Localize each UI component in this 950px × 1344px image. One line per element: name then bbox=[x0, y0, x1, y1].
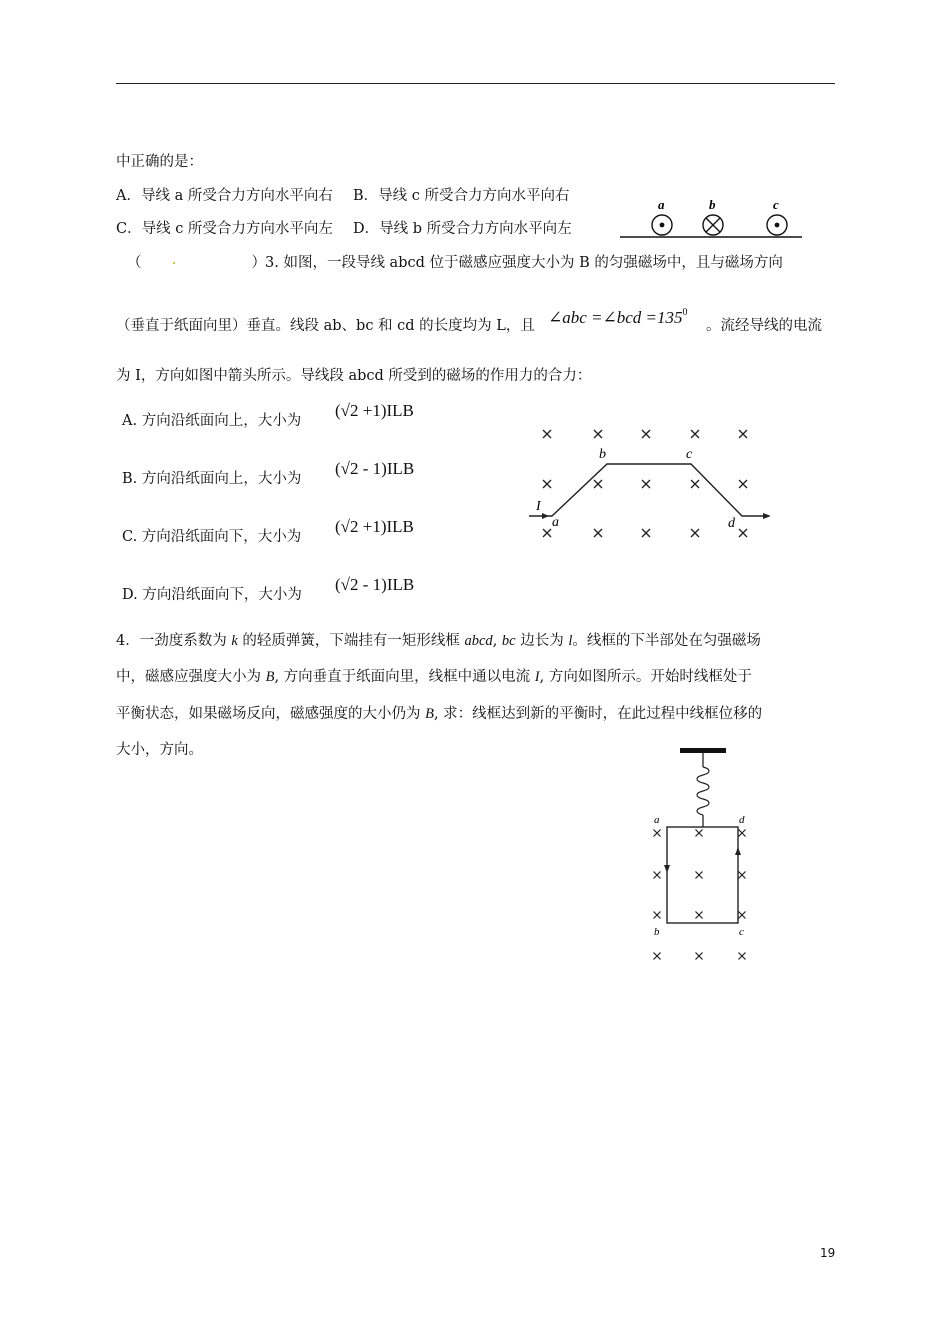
q2-intro: 中正确的是： bbox=[116, 154, 203, 170]
corner-a-label: a bbox=[654, 814, 660, 826]
wire-abcd bbox=[529, 464, 763, 516]
q3-option-c: C. 方向沿纸面向下，大小为 bbox=[122, 529, 302, 545]
q4-stem-line2: 中，磁感应强度大小为 B, 方向垂直于纸面向里，线框中通以电流 I, 方向如图所示。开始时线框处于 bbox=[116, 669, 752, 685]
q3-option-c-formula: (√2 +1)ILB bbox=[335, 517, 414, 536]
q4-stem-line3: 平衡状态，如果磁场反向，磁感强度的大小仍为 B, 求：线框达到新的平衡时，在此过程中线框位移的 bbox=[116, 706, 763, 722]
q4-stem-line4: 大小，方向。 bbox=[116, 742, 203, 758]
q2-wires-figure bbox=[620, 193, 805, 243]
current-arrow-out bbox=[763, 513, 770, 519]
point-c-label: c bbox=[686, 447, 693, 462]
field-cross-marks bbox=[543, 430, 747, 537]
rectangular-coil bbox=[667, 827, 738, 923]
q3-option-b: B. 方向沿纸面向上，大小为 bbox=[122, 471, 302, 487]
spring-icon bbox=[697, 767, 709, 815]
current-arrow-up bbox=[735, 847, 741, 855]
page-number: 19 bbox=[820, 1246, 836, 1260]
q3-stem-line2: （垂直于纸面向里）垂直。线段 ab、bc 和 cd 的长度均为 L，且 bbox=[116, 318, 535, 334]
q3-stem-line1: 3. 如图，一段导线 abcd 位于磁感应强度大小为 B 的匀强磁场中，且与磁场方向 bbox=[265, 255, 783, 271]
q3-option-d: D. 方向沿纸面向下，大小为 bbox=[122, 587, 302, 603]
q2-option-b: B．导线 c 所受合力方向水平向右 bbox=[353, 188, 570, 204]
corner-d-label: d bbox=[739, 814, 745, 826]
header-rule bbox=[116, 83, 835, 84]
q2-option-c: C．导线 c 所受合力方向水平向左 bbox=[116, 221, 333, 237]
corner-b-label: b bbox=[654, 926, 660, 938]
wire-c-label: c bbox=[773, 197, 779, 212]
current-label: I bbox=[536, 499, 541, 514]
q3-option-b-formula: (√2 - 1)ILB bbox=[335, 459, 415, 478]
q3-option-a: A. 方向沿纸面向上，大小为 bbox=[122, 413, 302, 429]
q3-wire-field-figure bbox=[525, 422, 770, 547]
q4-stem-line1: 4．一劲度系数为 k 的轻质弹簧，下端挂有一矩形线框 abcd, bc 边长为 l。线框的下半部处在匀强磁场 bbox=[116, 633, 761, 649]
q3-option-a-formula: (√2 +1)ILB bbox=[335, 401, 414, 420]
q3-angle-formula: ∠abc =∠bcd $=135^0$ bbox=[548, 307, 688, 327]
corner-c-label: c bbox=[739, 926, 744, 938]
q3-answer-bracket: （ ） bbox=[127, 255, 266, 271]
point-a-label: a bbox=[552, 515, 559, 530]
current-arrow-down bbox=[664, 865, 670, 873]
q3-stem-line2-end: 。流经导线的电流 bbox=[706, 318, 822, 334]
point-b-label: b bbox=[599, 447, 606, 462]
q3-option-d-formula: (√2 - 1)ILB bbox=[335, 575, 415, 594]
point-d-label: d bbox=[728, 516, 735, 531]
wire-a-label: a bbox=[658, 197, 665, 212]
q3-stem-line3: 为 I，方向如图中箭头所示。导线段 abcd 所受到的磁场的作用力的合力： bbox=[116, 368, 592, 384]
q2-option-d: D．导线 b 所受合力方向水平向左 bbox=[353, 221, 572, 237]
ceiling-support bbox=[680, 748, 726, 753]
current-arrow-in bbox=[542, 513, 549, 519]
wire-b-label: b bbox=[709, 197, 716, 212]
q4-spring-frame-figure bbox=[640, 745, 760, 970]
q2-option-a: A．导线 a 所受合力方向水平向右 bbox=[116, 188, 333, 204]
